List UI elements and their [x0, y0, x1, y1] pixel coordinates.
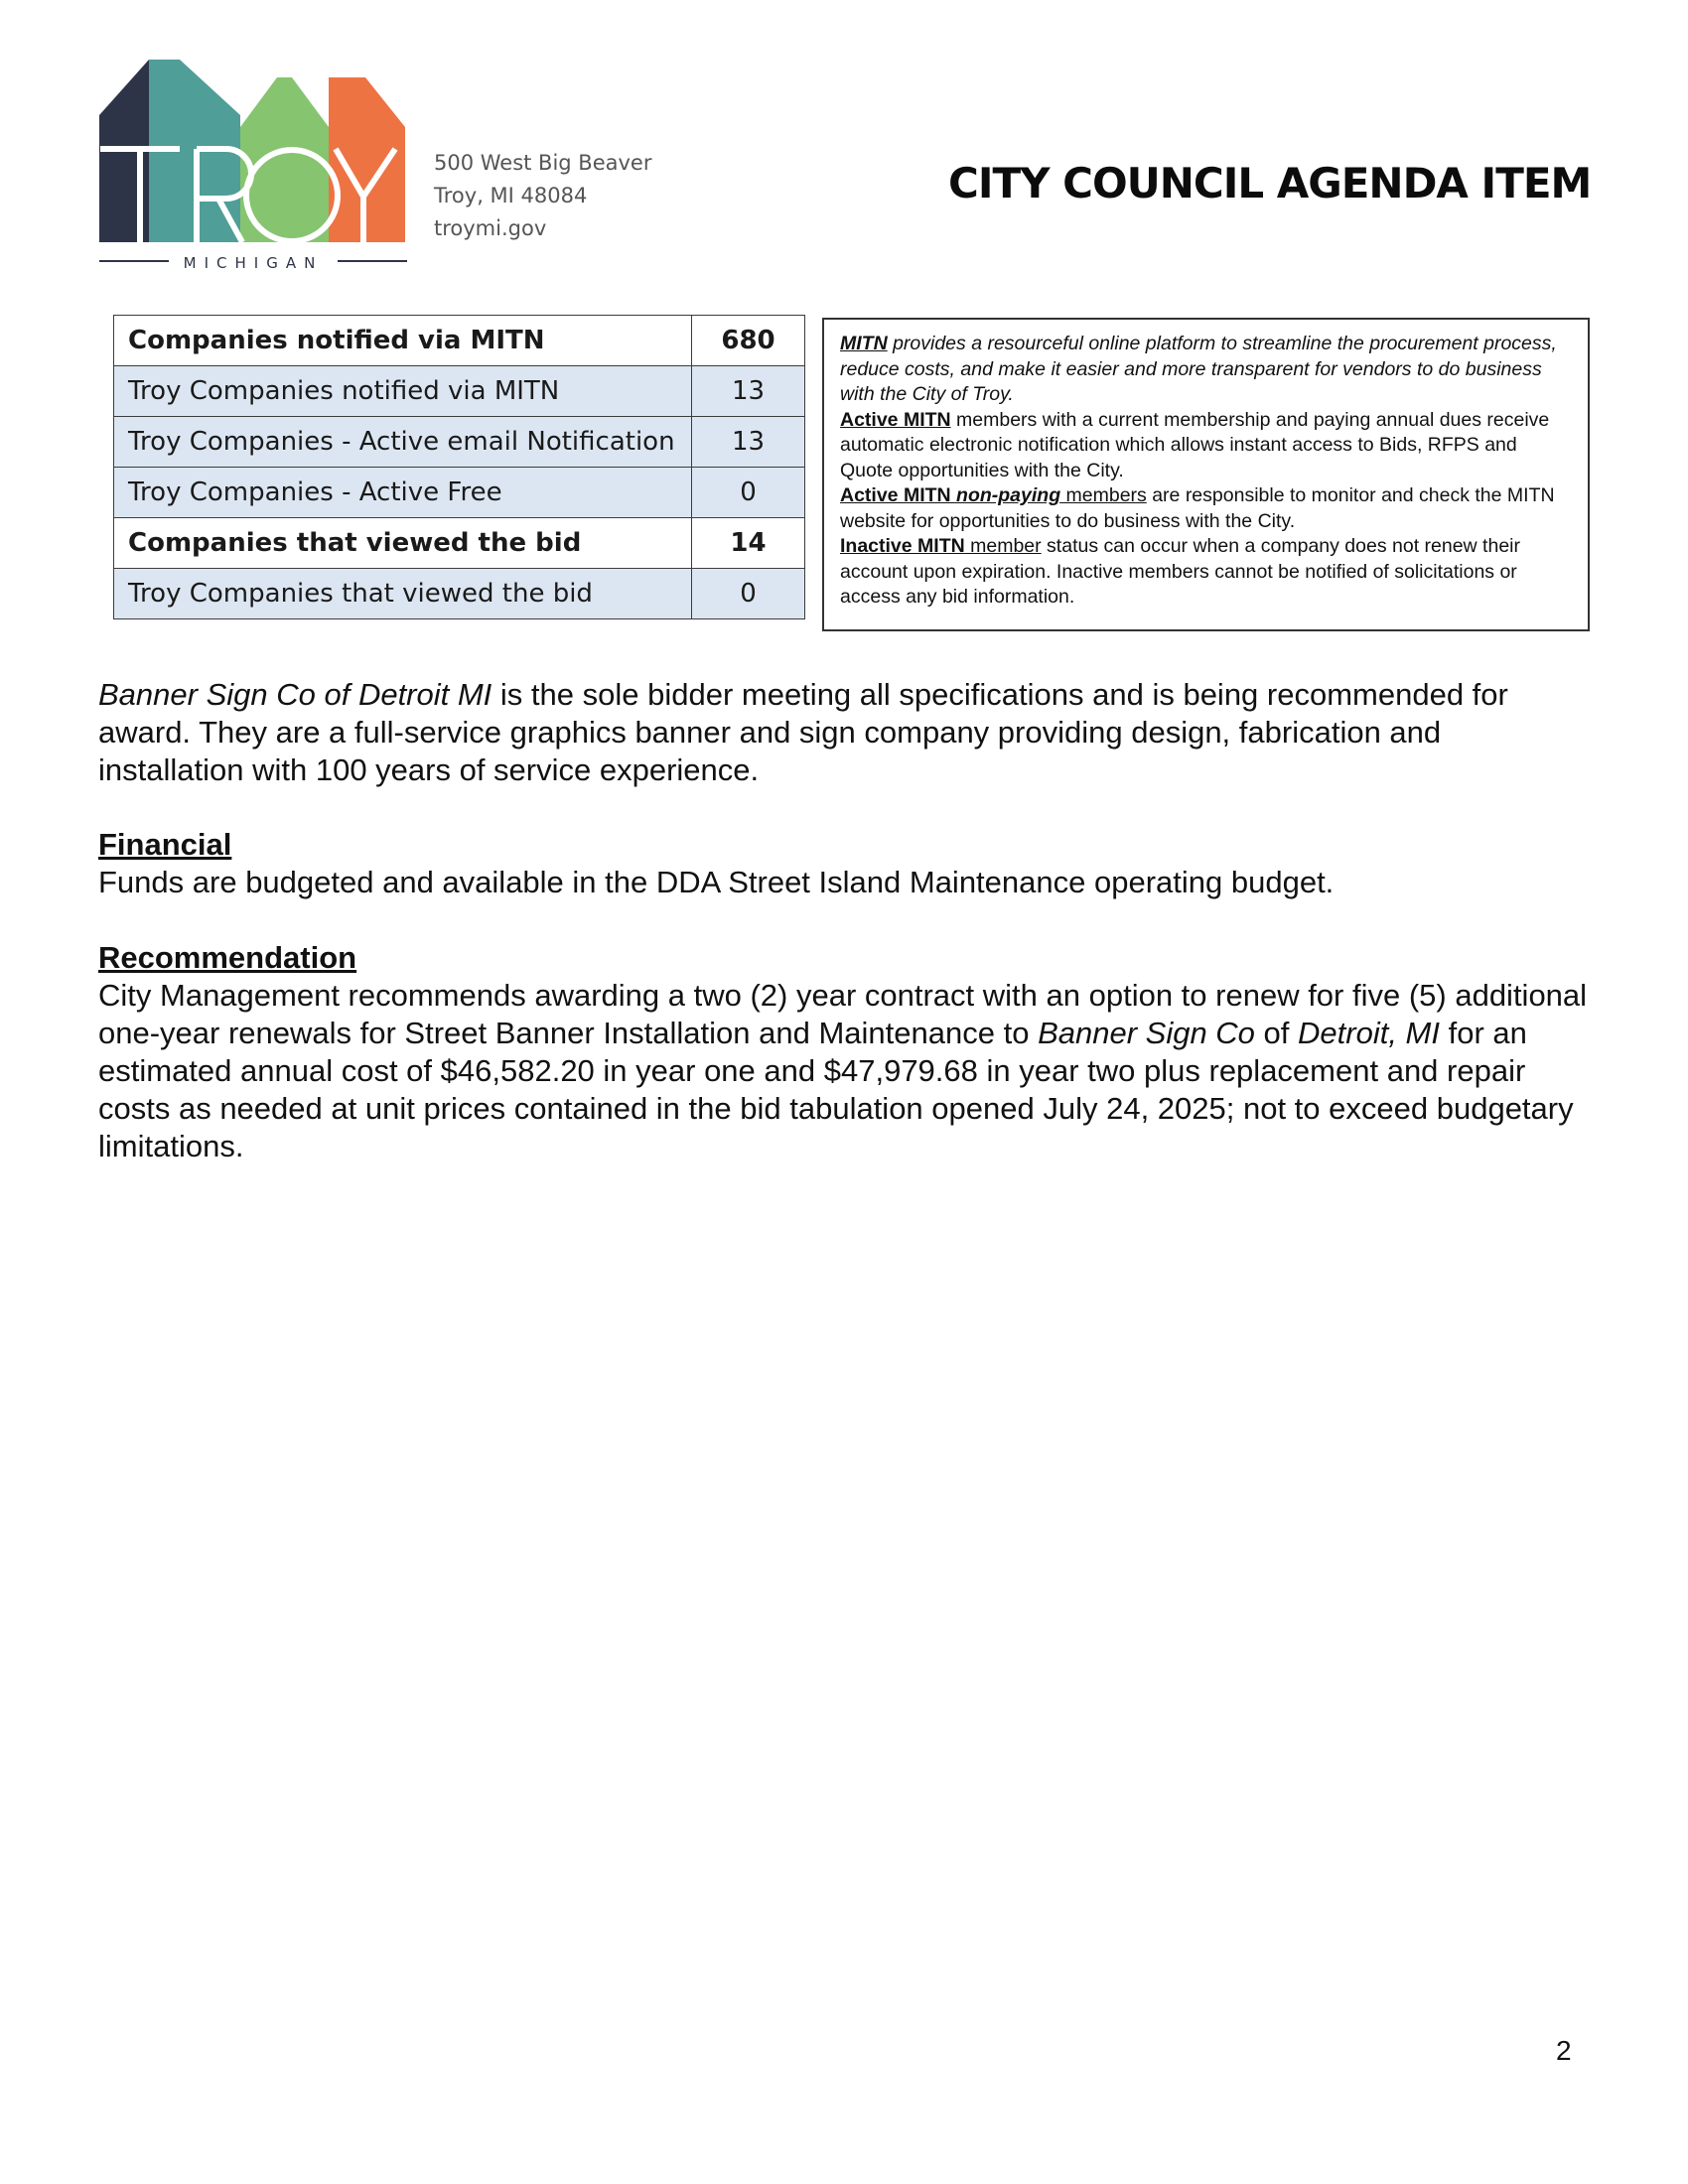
table-cell-value: 0	[692, 468, 805, 518]
table-cell-label: Troy Companies - Active Free	[114, 468, 692, 518]
active-mitn-description	[840, 408, 1572, 484]
recommendation-text-c: for an estimated annual cost of $46,582.20 in year one and $47,979.68 in year two plus replacement and repair costs as needed at unit prices contained in the bid tabulation opened July 24, 2025; not to exceed budgetary limitations.	[98, 1016, 1574, 1163]
non-paying-term-b: non-paying	[956, 484, 1061, 506]
active-mitn-term: Active MITN	[840, 408, 951, 431]
mitn-description-text: provides a resourceful online platform to streamline the procurement process, reduce costs, and make it easier and more transparent for vendors to do business with the City of Troy.	[840, 333, 1557, 405]
active-mitn-text: members with a current membership and paying annual dues receive automatic electronic notification which allows instant access to Bids, RFPS and Quote opportunities with the City.	[840, 408, 1550, 481]
financial-text: Funds are budgeted and available in the DDA Street Island Maintenance operating budget.	[98, 865, 1335, 899]
mitn-info-box	[822, 318, 1590, 631]
table-cell-value: 14	[692, 518, 805, 569]
table-cell-value: 13	[692, 417, 805, 468]
table-cell-label: Troy Companies that viewed the bid	[114, 569, 692, 619]
inactive-term-b: member	[964, 535, 1042, 557]
mitn-term: MITN	[840, 333, 888, 354]
non-paying-term-a: Active MITN	[840, 484, 957, 506]
mitn-description	[840, 332, 1572, 408]
recommendation-text-b: of	[1254, 1016, 1299, 1050]
recommendation-company-a: Banner Sign Co	[1038, 1016, 1255, 1050]
table-cell-value: 680	[692, 316, 805, 366]
recommendation-heading: Recommendation	[98, 940, 357, 975]
troy-logo	[97, 58, 410, 271]
logo-subtitle: MICHIGAN	[183, 254, 324, 271]
table-cell-label: Companies notified via MITN	[114, 316, 692, 366]
table-cell-value: 0	[692, 569, 805, 619]
non-paying-description	[840, 483, 1572, 534]
inactive-term-a: Inactive MITN	[840, 535, 965, 557]
page-number: 2	[1556, 2035, 1572, 2066]
recommendation-section	[98, 939, 1588, 1165]
address-line-2: Troy, MI 48084	[434, 184, 588, 207]
financial-section	[98, 826, 1588, 901]
non-paying-text: are responsible to monitor and check the MITN website for opportunities to do business with the City.	[840, 484, 1555, 532]
table-row	[114, 417, 805, 468]
inactive-text: status can occur when a company does not renew their account upon expiration. Inactive members cannot be notified of solicitations or access any bid information.	[840, 535, 1520, 608]
city-address	[434, 147, 652, 245]
table-cell-value: 13	[692, 366, 805, 417]
table-cell-label: Companies that viewed the bid	[114, 518, 692, 569]
non-paying-term-c: members	[1060, 484, 1147, 506]
intro-paragraph	[98, 676, 1588, 789]
financial-heading: Financial	[98, 827, 232, 862]
mitn-stats-table	[113, 315, 805, 619]
table-cell-label: Troy Companies - Active email Notification	[114, 417, 692, 468]
address-line-1: 500 West Big Beaver	[434, 151, 652, 175]
intro-text: is the sole bidder meeting all specifications and is being recommended for award. They are a full-service graphics banner and sign company providing design, fabrication and installation with 100 years of service experience.	[98, 677, 1508, 787]
recommendation-company-b: Detroit, MI	[1298, 1016, 1440, 1050]
recommendation-text-a: City Management recommends awarding a two (2) year contract with an option to renew for five (5) additional one-year renewals for Street Banner Installation and Maintenance to	[98, 978, 1588, 1050]
table-row	[114, 569, 805, 619]
table-row	[114, 316, 805, 366]
table-row	[114, 518, 805, 569]
inactive-description	[840, 534, 1572, 611]
page-title: CITY COUNCIL AGENDA ITEM	[948, 159, 1592, 207]
recommendation-text	[98, 977, 1588, 1165]
table-cell-label: Troy Companies notified via MITN	[114, 366, 692, 417]
address-website: troymi.gov	[434, 216, 547, 240]
intro-company: Banner Sign Co of Detroit MI	[98, 677, 492, 712]
table-row	[114, 468, 805, 518]
table-row	[114, 366, 805, 417]
